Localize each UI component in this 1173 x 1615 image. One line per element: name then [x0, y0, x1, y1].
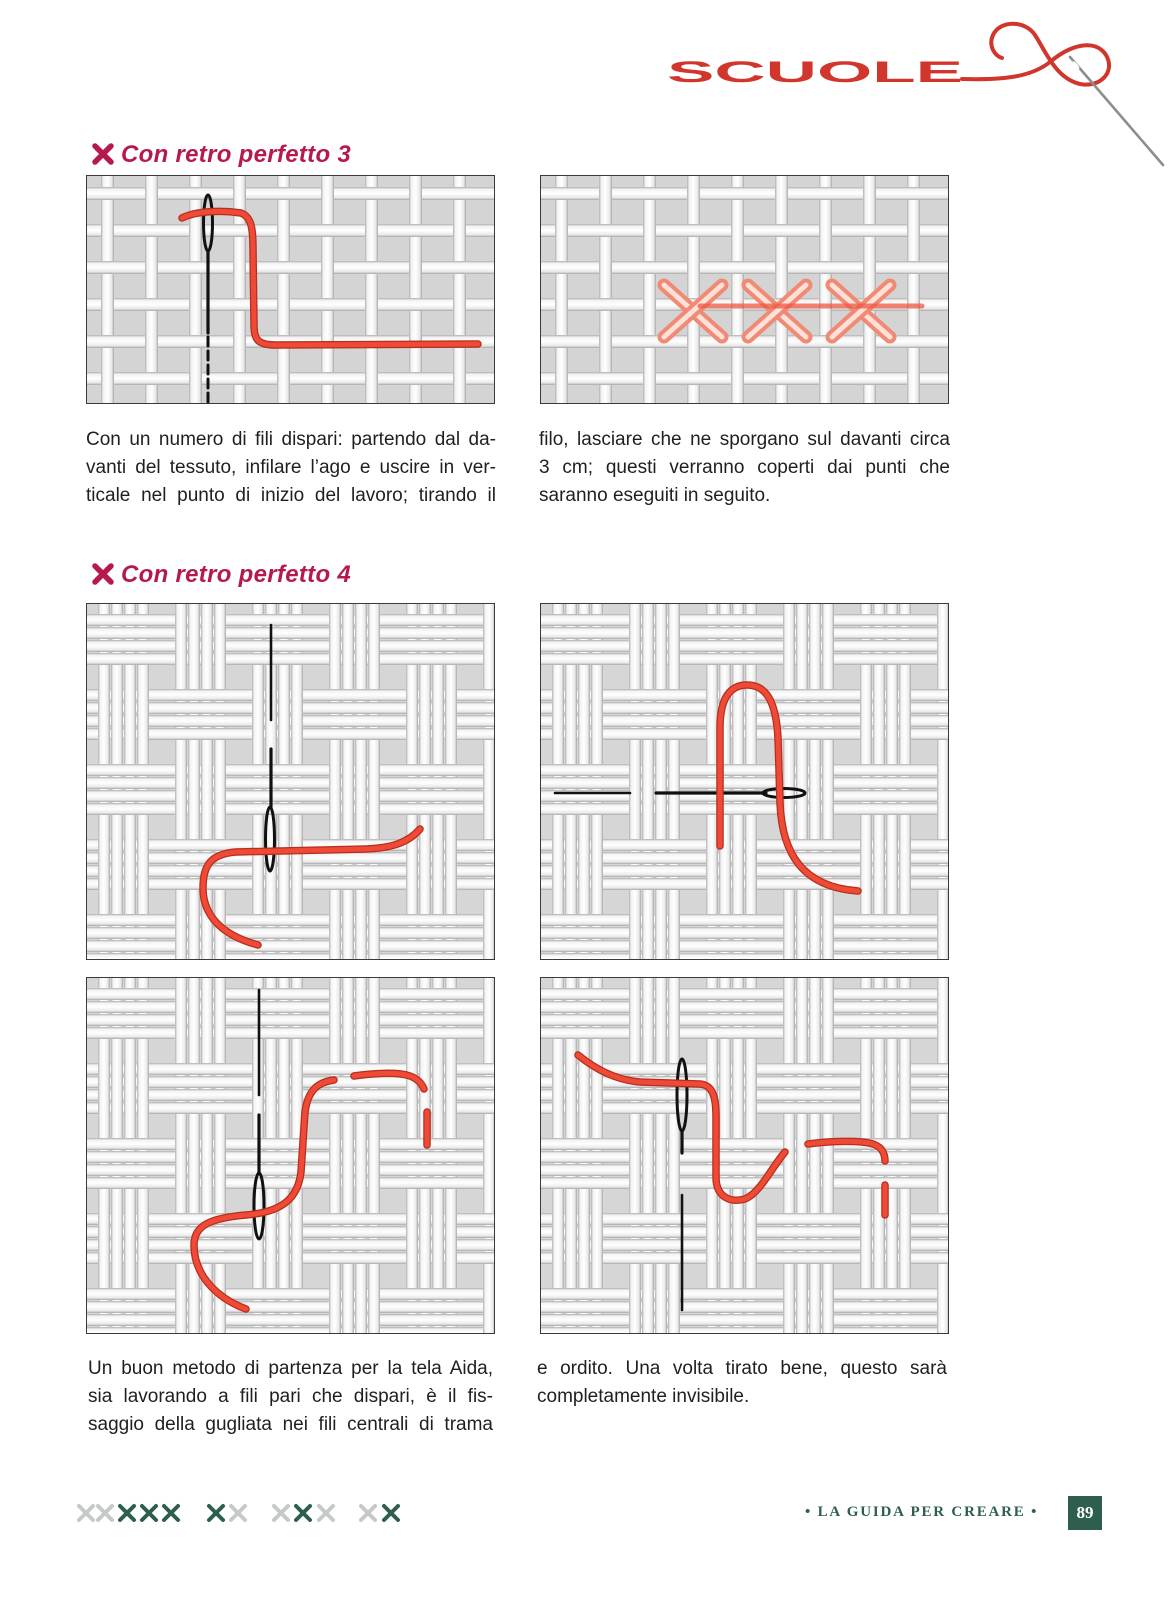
logo-text: SCUOLE	[667, 56, 963, 89]
illustration-panel	[86, 977, 495, 1334]
illustration-panel	[540, 977, 949, 1334]
text-line: Un buon metodo di partenza per la tela Aida,	[88, 1358, 493, 1379]
illustration-panel	[86, 175, 495, 404]
footer-cross-icon	[142, 1506, 156, 1520]
body-text-right	[539, 426, 950, 510]
page-number: 89	[1068, 1496, 1102, 1530]
section-heading: Con retro perfetto 4	[121, 561, 352, 588]
body-text-left	[88, 1355, 493, 1439]
illustration-panel	[86, 603, 495, 960]
text-line: filo, lasciare che ne sporgano sul davanti circa	[539, 429, 950, 450]
fabric-texture	[86, 175, 495, 404]
footer-cross-icon	[361, 1506, 375, 1520]
illustration-panel	[540, 603, 949, 960]
logo-needle	[1070, 57, 1163, 165]
footer-cross-icon	[274, 1506, 288, 1520]
cross-stitch-icon	[90, 141, 116, 167]
fabric-texture	[86, 603, 495, 960]
section-heading: Con retro perfetto 3	[121, 141, 352, 168]
text-line: saranno eseguiti in seguito.	[539, 485, 771, 506]
text-line: vanti del tessuto, infilare l’ago e uscire in ver-	[86, 457, 496, 478]
footer-cross-icon	[98, 1506, 112, 1520]
footer-decoration	[70, 1500, 410, 1526]
fabric-texture	[540, 603, 949, 960]
footer-guide-title: • LA GUIDA PER CREARE •	[805, 1504, 1039, 1520]
text-line: Con un numero di fili dispari: partendo dal da-	[86, 429, 496, 450]
footer-cross-icon	[209, 1506, 223, 1520]
logo-needle-eye	[1072, 60, 1081, 70]
header-logo	[640, 10, 1173, 180]
footer-cross-icon	[120, 1506, 134, 1520]
cross-stitch-icon	[90, 561, 116, 587]
body-text-left	[86, 426, 496, 510]
needle-and-thread-icon	[962, 24, 1163, 165]
fabric-texture	[86, 977, 495, 1334]
footer-cross-icon	[164, 1506, 178, 1520]
text-line: e ordito. Una volta tirato bene, questo sarà	[537, 1358, 947, 1379]
body-text-right	[537, 1355, 947, 1411]
text-line: completamente invisibile.	[537, 1386, 750, 1407]
footer-cross-icon	[384, 1506, 398, 1520]
text-line: 3 cm; questi verranno coperti dai punti che	[539, 457, 950, 478]
illustration-panel	[540, 175, 949, 404]
footer-cross-icon	[296, 1506, 310, 1520]
text-line: saggio della gugliata nei fili centrali di trama	[88, 1414, 493, 1435]
footer-cross-icon	[79, 1506, 93, 1520]
text-line: ticale nel punto di inizio del lavoro; tirando il	[86, 485, 496, 506]
footer-cross-icon	[319, 1506, 333, 1520]
footer-cross-icon	[231, 1506, 245, 1520]
text-line: sia lavorando a fili pari che dispari, è il fis-	[88, 1386, 493, 1407]
